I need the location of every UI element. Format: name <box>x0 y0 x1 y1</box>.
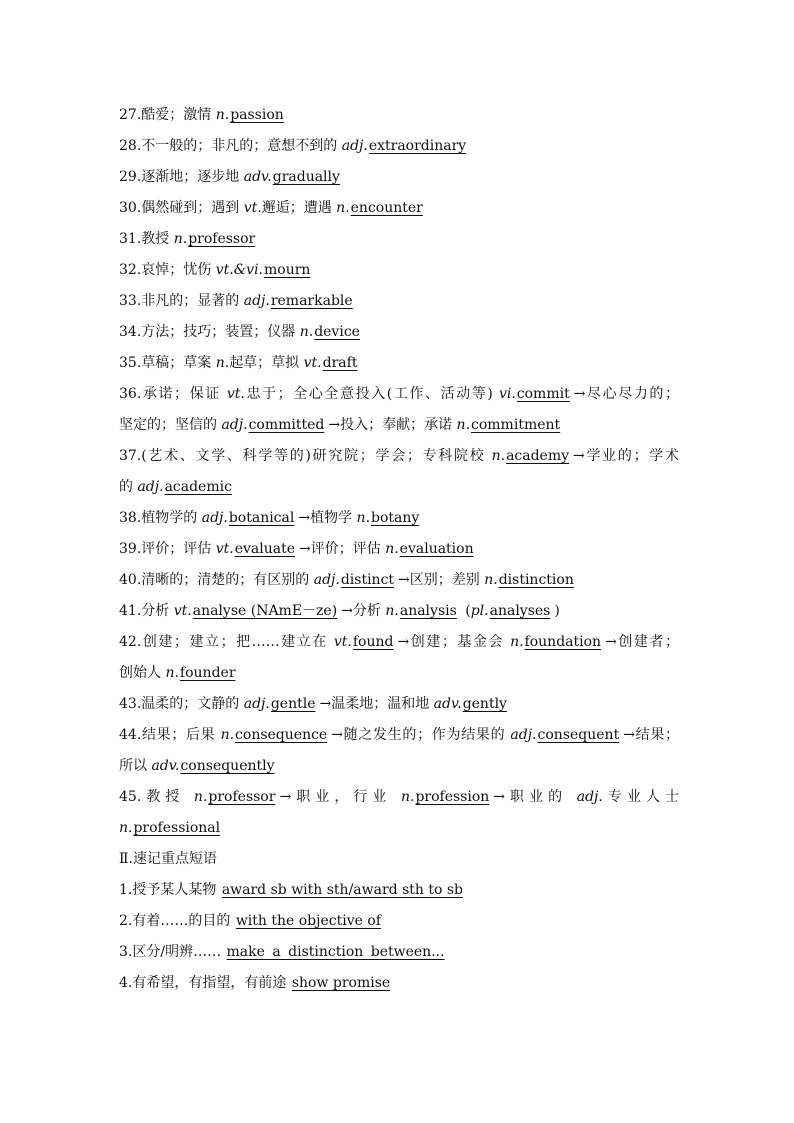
answer-word: commitment <box>471 417 561 433</box>
entry-text: 28.不一般的；非凡的；意想不到的 <box>119 138 342 154</box>
entry-text: →温柔地；温和地 <box>319 696 434 712</box>
entry-text: →尽心尽力的； <box>573 386 679 402</box>
entry-line <box>119 255 679 286</box>
entry-line <box>119 968 679 999</box>
entry-text: 38.植物学的 <box>119 510 202 526</box>
answer-word: commit <box>516 386 570 402</box>
answer-word: gradually <box>272 169 340 185</box>
entry-line <box>119 720 679 751</box>
answer-word: professional <box>133 820 221 836</box>
answer-word: gentle <box>270 696 316 712</box>
entry-text: 43.温柔的；文静的 <box>119 696 244 712</box>
entry-line <box>119 379 679 410</box>
entry-text: 创始人 <box>119 665 166 681</box>
entry-line <box>119 534 679 565</box>
part-of-speech: n. <box>484 572 498 588</box>
entry-line <box>119 100 679 131</box>
entry-line <box>119 472 679 503</box>
answer-word: gently <box>462 696 507 712</box>
entry-line <box>119 627 679 658</box>
part-of-speech: vt. <box>303 355 322 371</box>
entry-text: 34.方法；技巧；装置；仪器 <box>119 324 300 340</box>
part-of-speech: adj. <box>221 417 248 433</box>
entry-text: →职业，行业 <box>279 789 401 805</box>
entry-line <box>119 689 679 720</box>
answer-word: evaluate <box>234 541 296 557</box>
entry-line <box>119 782 679 813</box>
entry-text: 31.教授 <box>119 231 174 247</box>
part-of-speech: vt. <box>226 386 245 402</box>
part-of-speech: n. <box>385 603 399 619</box>
entry-line <box>119 937 679 968</box>
answer-word: device <box>314 324 360 340</box>
answer-word: consequently <box>180 758 275 774</box>
entry-text: 2.有着……的目的 <box>119 913 235 929</box>
entry-line <box>119 844 679 875</box>
part-of-speech: vi. <box>498 386 516 402</box>
entry-text: ( <box>460 603 471 619</box>
part-of-speech: n. <box>193 789 208 805</box>
answer-word: mourn <box>264 262 311 278</box>
entry-text: 的 <box>119 479 138 495</box>
part-of-speech: vt. <box>243 200 262 216</box>
part-of-speech: n. <box>400 789 415 805</box>
answer-word: consequent <box>537 727 620 743</box>
entry-text: →植物学 <box>298 510 357 526</box>
entry-text: 35.草稿；草案 <box>119 355 216 371</box>
part-of-speech: vt. <box>215 541 234 557</box>
part-of-speech: adj. <box>201 510 228 526</box>
entry-text: →职业的 <box>493 789 577 805</box>
part-of-speech: vt. <box>333 634 352 650</box>
answer-word: academy <box>506 448 570 464</box>
part-of-speech: n. <box>215 107 230 123</box>
part-of-speech: adv. <box>243 169 272 185</box>
entry-line <box>119 317 679 348</box>
entry-text: 33.非凡的；显著的 <box>119 293 244 309</box>
part-of-speech: adv. <box>151 758 180 774</box>
entry-text: Ⅱ.速记重点短语 <box>119 851 217 867</box>
entry-line <box>119 503 679 534</box>
entry-text: 4.有希望，有指望，有前途 <box>119 975 291 991</box>
entry-text: 45.教授 <box>119 789 194 805</box>
answer-word: botany <box>371 510 420 526</box>
part-of-speech: n. <box>510 634 524 650</box>
entry-text: ) <box>554 603 560 619</box>
part-of-speech: n. <box>456 417 471 433</box>
entry-text: 忠于；全心全意投入(工作、活动等) <box>244 386 499 402</box>
answer-word: analyses <box>489 603 551 619</box>
answer-word: award sb with sth/award sth to sb <box>221 882 463 898</box>
part-of-speech: n. <box>119 820 133 836</box>
answer-word: evaluation <box>399 541 474 557</box>
entry-line <box>119 193 679 224</box>
entry-text: 41.分析 <box>119 603 174 619</box>
entry-line <box>119 751 679 782</box>
entry-line <box>119 813 679 844</box>
entry-text: →分析 <box>341 603 386 619</box>
entry-text: →创建者； <box>605 634 679 650</box>
entry-text: →结果； <box>623 727 679 743</box>
answer-word: draft <box>322 355 358 371</box>
answer-word: analysis <box>399 603 457 619</box>
entry-line <box>119 596 679 627</box>
entry-text: →创建；基金会 <box>397 634 511 650</box>
answer-word: committed <box>248 417 325 433</box>
entry-text: 40.清晰的；清楚的；有区别的 <box>119 572 314 588</box>
part-of-speech: adj. <box>576 789 603 805</box>
answer-word: professor <box>208 789 276 805</box>
part-of-speech: adv. <box>433 696 462 712</box>
part-of-speech: adj. <box>243 293 270 309</box>
entry-line <box>119 286 679 317</box>
entry-text: 1.授予某人某物 <box>119 882 221 898</box>
answer-word: extraordinary <box>368 138 467 154</box>
answer-word: botanical <box>228 510 295 526</box>
answer-word: found <box>352 634 394 650</box>
entry-line <box>119 441 679 472</box>
part-of-speech: adj. <box>243 696 270 712</box>
part-of-speech: n. <box>336 200 350 216</box>
answer-word: make a distinction between... <box>226 944 445 960</box>
entry-line <box>119 224 679 255</box>
vocabulary-list <box>119 100 679 999</box>
part-of-speech: n. <box>299 324 314 340</box>
part-of-speech: adj. <box>137 479 164 495</box>
entry-text: →投入；奉献；承诺 <box>328 417 457 433</box>
answer-word: academic <box>164 479 232 495</box>
part-of-speech: n. <box>220 727 235 743</box>
part-of-speech: adj. <box>313 572 340 588</box>
entry-text: 3.区分/明辨…… <box>119 944 226 960</box>
entry-text: 42.创建；建立；把……建立在 <box>119 634 334 650</box>
entry-text: 27.酷爱；激情 <box>119 107 216 123</box>
entry-text: 起草；草拟 <box>229 355 304 371</box>
entry-line <box>119 906 679 937</box>
entry-text: 30.偶然碰到；遇到 <box>119 200 244 216</box>
entry-text: 专业人士 <box>602 789 679 805</box>
part-of-speech: n. <box>385 541 399 557</box>
part-of-speech: adj. <box>341 138 368 154</box>
entry-line <box>119 410 679 441</box>
answer-word: encounter <box>350 200 423 216</box>
part-of-speech: n. <box>173 231 188 247</box>
entry-line <box>119 875 679 906</box>
entry-line <box>119 658 679 689</box>
entry-line <box>119 565 679 596</box>
answer-word: passion <box>230 107 284 123</box>
part-of-speech: vt.&vi. <box>215 262 264 278</box>
answer-word: with the objective of <box>235 913 381 929</box>
answer-word: analyse (NAmE－ze) <box>192 603 338 619</box>
entry-text: 37.(艺术、文学、科学等的)研究院；学会；专科院校 <box>119 448 492 464</box>
entry-text: →评价；评估 <box>299 541 386 557</box>
answer-word: remarkable <box>270 293 353 309</box>
part-of-speech: n. <box>356 510 371 526</box>
answer-word: foundation <box>524 634 602 650</box>
entry-text: 36.承诺；保证 <box>119 386 227 402</box>
answer-word: profession <box>415 789 490 805</box>
entry-text: 坚定的；坚信的 <box>119 417 222 433</box>
entry-line <box>119 348 679 379</box>
answer-word: consequence <box>235 727 328 743</box>
answer-word: founder <box>179 665 236 681</box>
entry-line <box>119 162 679 193</box>
part-of-speech: n. <box>165 665 179 681</box>
entry-line <box>119 131 679 162</box>
part-of-speech: pl. <box>470 603 489 619</box>
entry-text: 29.逐渐地；逐步地 <box>119 169 244 185</box>
entry-text: 39.评价；评估 <box>119 541 216 557</box>
entry-text: 所以 <box>119 758 152 774</box>
entry-text: 32.哀悼；忧伤 <box>119 262 216 278</box>
part-of-speech: n. <box>215 355 230 371</box>
answer-word: show promise <box>291 975 391 991</box>
part-of-speech: n. <box>491 448 506 464</box>
answer-word: distinct <box>340 572 395 588</box>
part-of-speech: vt. <box>173 603 192 619</box>
entry-text: →区别；差别 <box>398 572 485 588</box>
entry-text: 邂逅；遭遇 <box>261 200 337 216</box>
part-of-speech: adj. <box>510 727 537 743</box>
answer-word: professor <box>188 231 256 247</box>
entry-text: →学业的；学术 <box>573 448 679 464</box>
entry-text: →随之发生的；作为结果的 <box>331 727 511 743</box>
answer-word: distinction <box>498 572 574 588</box>
entry-text: 44.结果；后果 <box>119 727 221 743</box>
